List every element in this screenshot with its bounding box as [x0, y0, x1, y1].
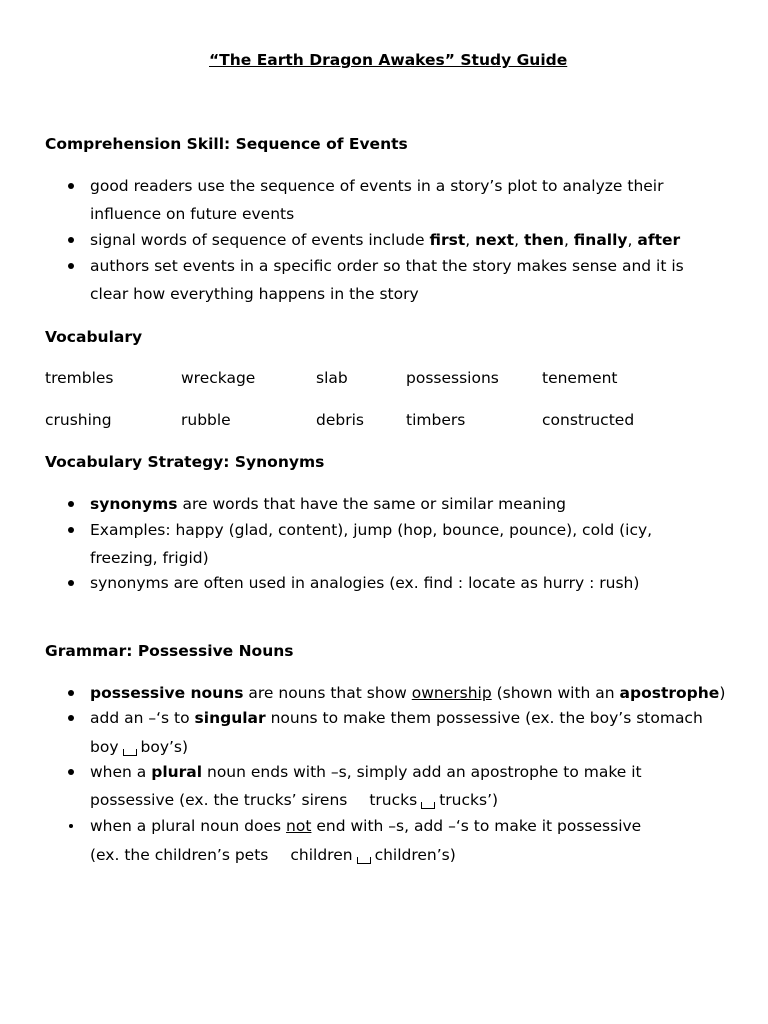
- vocabulary-heading: Vocabulary: [45, 328, 143, 346]
- bullet-icon: [68, 183, 74, 189]
- vocab-strategy-bullet-2-line-2: freezing, frigid): [90, 549, 209, 567]
- vocab-word: timbers: [406, 411, 466, 429]
- grammar-bullet-2-line-2: [90, 737, 188, 757]
- vocab-strategy-heading: Vocabulary Strategy: Synonyms: [45, 453, 325, 471]
- signal-word-finally: finally: [573, 231, 628, 249]
- comprehension-bullet-1-line-2: influence on future events: [90, 205, 295, 223]
- vocab-strategy-bullet-3: synonyms are often used in analogies (ex. find : locate as hurry : rush): [90, 574, 640, 592]
- text-segment: ): [719, 684, 726, 702]
- term-synonyms: synonyms: [90, 495, 178, 513]
- example-word: boy: [90, 738, 119, 756]
- example-word: trucks: [369, 791, 418, 809]
- bullet-icon: [68, 527, 74, 533]
- separator: ,: [514, 231, 524, 249]
- bullet-icon: [68, 690, 74, 696]
- example-word: children: [290, 846, 353, 864]
- term-not: not: [286, 817, 312, 835]
- definition-text: are words that have the same or similar meaning: [177, 495, 567, 513]
- example-text: (ex. the children’s pets: [90, 846, 269, 864]
- grammar-bullet-2-line-1: [90, 708, 703, 728]
- comprehension-bullet-2: [90, 230, 680, 250]
- text-segment: when a: [90, 763, 152, 781]
- grammar-heading: Grammar: Possessive Nouns: [45, 642, 294, 660]
- signal-word-after: after: [637, 231, 681, 249]
- vocab-word: slab: [316, 369, 348, 387]
- separator: ,: [465, 231, 476, 249]
- term-ownership: ownership: [411, 684, 492, 702]
- vocab-word: debris: [316, 411, 364, 429]
- text-segment: are nouns that show: [243, 684, 412, 702]
- text-segment: nouns to make them possessive (ex. the boy’s stomach: [265, 709, 703, 727]
- grammar-bullet-4-line-1: [90, 816, 641, 836]
- text-segment: end with –s, add –‘s to make it possessive: [311, 817, 642, 835]
- term-possessive-nouns: possessive nouns: [90, 684, 244, 702]
- signal-word-next: next: [475, 231, 515, 249]
- signal-word-first: first: [429, 231, 466, 249]
- term-plural: plural: [151, 763, 203, 781]
- vocab-strategy-bullet-2-line-1: Examples: happy (glad, content), jump (hop, bounce, pounce), cold (icy,: [90, 521, 653, 539]
- grammar-bullet-4-line-2: [90, 845, 456, 865]
- comprehension-bullet-3-line-1: authors set events in a specific order so that the story makes sense and it is: [90, 257, 684, 275]
- term-apostrophe: apostrophe: [619, 684, 720, 702]
- arrow-icon: [357, 857, 371, 864]
- bullet-icon: [68, 769, 74, 775]
- comprehension-bullet-3-line-2: clear how everything happens in the story: [90, 285, 419, 303]
- comprehension-bullet-1-line-1: good readers use the sequence of events in a story’s plot to analyze their: [90, 177, 664, 195]
- signal-word-then: then: [523, 231, 564, 249]
- bullet-icon: [68, 580, 74, 586]
- text-segment: when a plural noun does: [90, 817, 287, 835]
- signal-words-text: signal words of sequence of events include: [90, 231, 430, 249]
- bullet-icon: [69, 824, 73, 828]
- bullet-icon: [68, 501, 74, 507]
- text-segment: (shown with an: [491, 684, 620, 702]
- text-segment: noun ends with –s, simply add an apostrophe to make it: [202, 763, 642, 781]
- bullet-icon: [68, 715, 74, 721]
- example-word: children’s): [374, 846, 456, 864]
- vocab-word: wreckage: [181, 369, 256, 387]
- vocab-word: constructed: [542, 411, 635, 429]
- separator: ,: [563, 231, 574, 249]
- term-singular: singular: [194, 709, 266, 727]
- arrow-icon: [123, 749, 137, 756]
- arrow-icon: [421, 802, 435, 809]
- bullet-icon: [68, 237, 74, 243]
- text-segment: add an –‘s to: [90, 709, 195, 727]
- vocab-word: crushing: [45, 411, 112, 429]
- example-word: boy’s): [140, 738, 189, 756]
- vocab-word: tenement: [542, 369, 618, 387]
- grammar-bullet-3-line-2: [90, 790, 498, 810]
- example-word: trucks’): [439, 791, 499, 809]
- page-title: “The Earth Dragon Awakes” Study Guide: [209, 51, 568, 69]
- separator: ,: [627, 231, 638, 249]
- vocab-word: rubble: [181, 411, 231, 429]
- comprehension-heading: Comprehension Skill: Sequence of Events: [45, 135, 408, 153]
- bullet-icon: [68, 263, 74, 269]
- example-text: possessive (ex. the trucks’ sirens: [90, 791, 348, 809]
- vocab-word: possessions: [406, 369, 499, 387]
- grammar-bullet-1: [90, 683, 725, 703]
- vocab-word: trembles: [45, 369, 114, 387]
- vocab-strategy-bullet-1: [90, 494, 566, 514]
- grammar-bullet-3-line-1: [90, 762, 642, 782]
